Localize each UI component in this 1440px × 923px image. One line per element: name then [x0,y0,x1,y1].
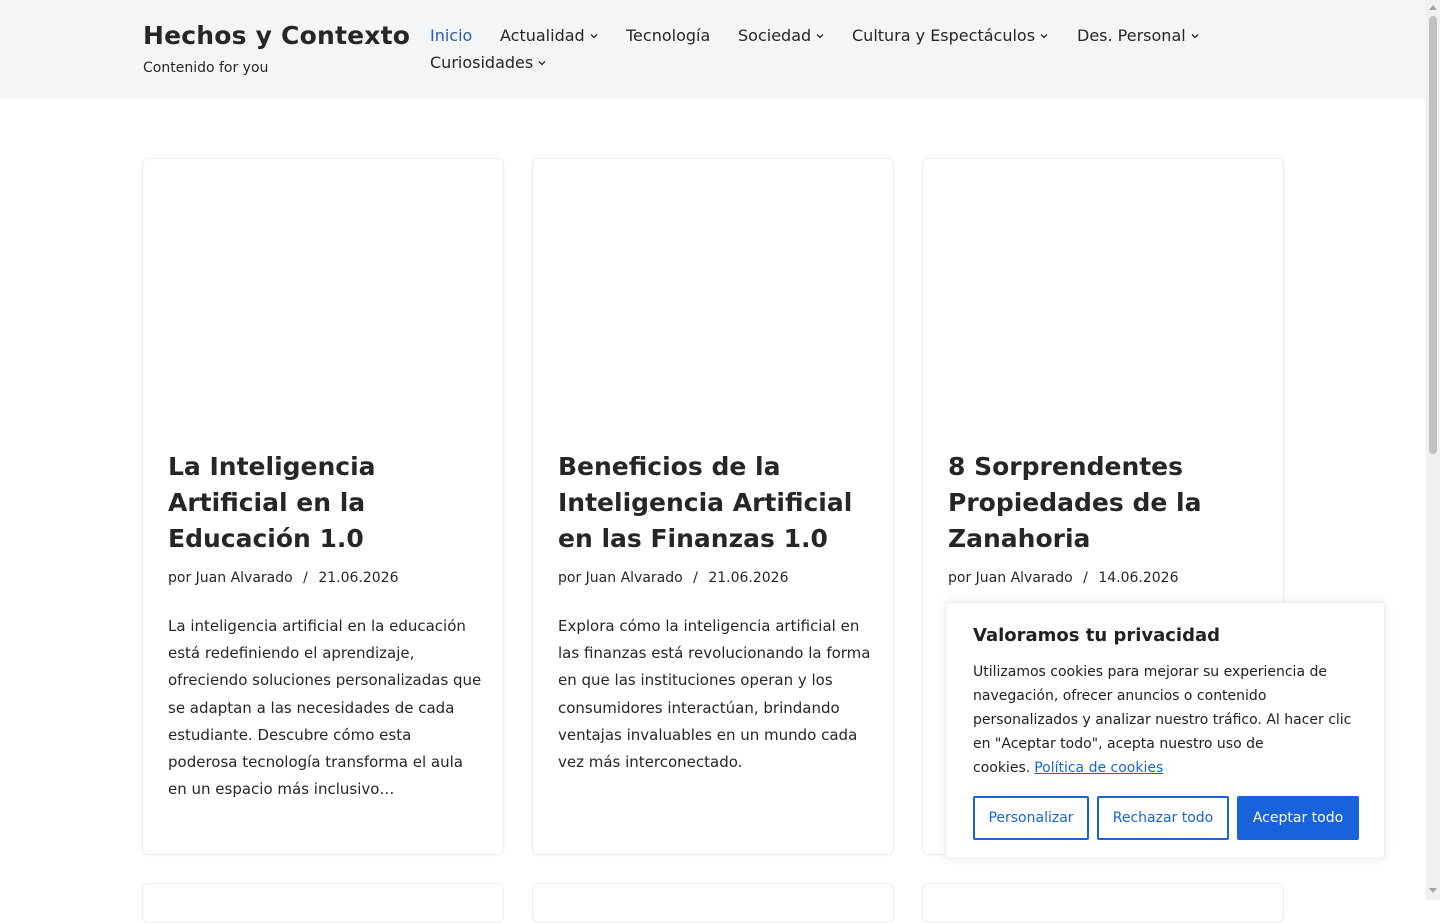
nav-item-inicio[interactable] [430,26,472,45]
chevron-down-icon [1040,32,1048,40]
post-thumbnail[interactable] [533,159,893,427]
post-meta [948,570,1179,586]
meta-separator: / [693,570,698,586]
reject-all-button[interactable]: Rechazar todo [1097,796,1229,840]
post-card [532,158,894,855]
post-card [532,883,894,923]
nav-item-tecnologia[interactable] [626,26,710,45]
nav-item-label: Tecnología [626,26,711,45]
nav-item-label: Des. Personal [1077,26,1186,45]
post-excerpt: La inteligencia artificial en la educación está redefiniendo el aprendizaje, ofreciendo soluciones personalizadas que se adaptan a las necesidades de cada estudiante. Descubre cómo esta poderosa tecnología transforma el aula en un espacio más inclusivo… [168,617,482,799]
post-date: 21.06.2026 [318,570,399,586]
post-meta [168,570,399,586]
post-card [142,883,504,923]
site-title[interactable]: Hechos y Contexto [143,21,411,50]
nav-item-des-personal[interactable] [1077,26,1199,45]
post-author[interactable]: Juan Alvarado [975,570,1073,586]
post-date: 14.06.2026 [1098,570,1179,586]
chevron-down-icon [590,32,598,40]
scroll-down-icon[interactable] [1429,888,1437,893]
nav-item-actualidad[interactable] [500,26,598,45]
nav-item-curiosidades[interactable] [430,53,546,72]
nav-item-label: Sociedad [738,26,812,45]
site-tagline: Contenido for you [143,60,269,76]
cookie-policy-link[interactable]: Política de cookies [1034,760,1164,776]
cookie-consent-dialog [945,602,1385,859]
post-card [142,158,504,855]
chevron-down-icon [816,32,824,40]
post-title[interactable]: 8 Sorprendentes Propiedades de la Zanahoria [948,452,1202,553]
post-thumbnail[interactable] [143,159,503,427]
site-header [0,0,1426,99]
scroll-up-icon[interactable] [1429,5,1437,10]
cookie-description [973,660,1365,780]
nav-item-cultura[interactable] [852,26,1048,45]
post-excerpt: Explora cómo la inteligencia artificial en las finanzas está revolucionando la forma en que las instituciones operan y los consumidores interactúan, brindando ventajas invaluables en un mundo cada vez más interconectado. [558,617,871,772]
post-title[interactable]: La Inteligencia Artificial en la Educación 1.0 [168,452,376,553]
author-prefix: por [948,570,972,586]
chevron-down-icon [1191,32,1199,40]
author-prefix: por [558,570,582,586]
customize-button[interactable]: Personalizar [973,796,1089,840]
nav-item-label: Curiosidades [430,53,534,72]
author-prefix: por [168,570,192,586]
nav-item-label: Inicio [430,26,473,45]
nav-item-label: Cultura y Espectáculos [852,26,1036,45]
post-author[interactable]: Juan Alvarado [195,570,293,586]
meta-separator: / [303,570,308,586]
chevron-down-icon [538,59,546,67]
cookie-text: Utilizamos cookies para mejorar su experiencia de navegación, ofrecer anuncios o contenido personalizados y analizar nuestro tráfico. Al hacer clic en "Aceptar todo", acepta nuestro uso de cookies. [973,664,1352,776]
nav-item-sociedad[interactable] [738,26,824,45]
nav-item-label: Actualidad [500,26,585,45]
post-card [922,883,1284,923]
post-thumbnail[interactable] [923,159,1283,427]
scrollbar-thumb[interactable] [1429,16,1437,454]
post-author[interactable]: Juan Alvarado [585,570,683,586]
meta-separator: / [1083,570,1088,586]
page-scrollbar[interactable] [1426,0,1440,900]
cookie-title: Valoramos tu privacidad [973,625,1221,646]
post-date: 21.06.2026 [708,570,789,586]
post-meta [558,570,789,586]
accept-all-button[interactable]: Aceptar todo [1237,796,1359,840]
post-title[interactable]: Beneficios de la Inteligencia Artificial en las Finanzas 1.0 [558,452,853,553]
